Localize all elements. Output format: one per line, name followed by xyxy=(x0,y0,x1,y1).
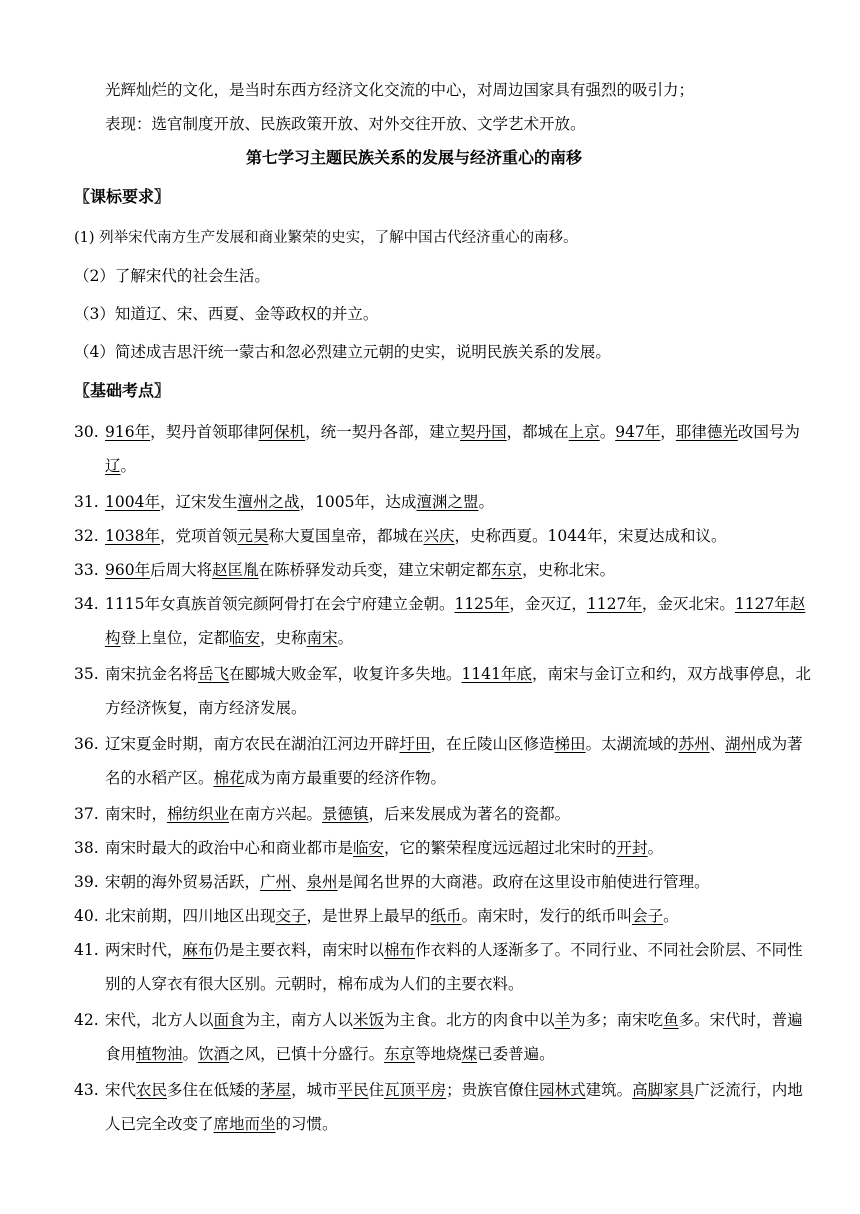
key-term: 梯田 xyxy=(554,735,586,753)
text-run: 1115年女真族首领完颜阿骨打在会宁府建立金朝。 xyxy=(105,595,455,613)
key-term: 饮酒 xyxy=(198,1045,230,1063)
key-term: 1038年 xyxy=(105,527,160,545)
text-run: 南宋抗金名将 xyxy=(105,665,199,683)
text-run: 、 xyxy=(291,873,307,891)
text-run: 。 xyxy=(647,839,664,857)
key-term: 农民 xyxy=(136,1081,168,1099)
text-run: 建筑。 xyxy=(585,1081,633,1099)
page-title: 第七学习主题民族关系的发展与经济重心的南移 xyxy=(246,148,583,167)
key-term: 景德镇 xyxy=(322,805,369,823)
text-run: ，金灭北宋。 xyxy=(641,595,735,613)
text-run: 成为南方最重要的经济作物。 xyxy=(244,769,447,787)
item-text xyxy=(105,485,815,519)
text-run: 。太湖流域的 xyxy=(585,735,679,753)
key-term: 960年 xyxy=(105,561,151,579)
key-term: 1004年 xyxy=(105,493,160,511)
key-term: 南宋 xyxy=(306,629,338,647)
key-term: 上京 xyxy=(568,423,600,441)
text-run: 在陈桥驿发动兵变，建立宋朝定都 xyxy=(258,561,492,579)
key-term: 茅屋 xyxy=(260,1081,292,1099)
item-text xyxy=(105,553,815,587)
key-term: 圩田 xyxy=(399,735,431,753)
item-number: 35. xyxy=(74,665,99,683)
key-term: 平民 xyxy=(337,1081,369,1099)
item-number: 31. xyxy=(74,493,99,511)
text-run: 称大夏国皇帝，都城在 xyxy=(268,527,424,545)
key-term: 棉纺织业 xyxy=(167,805,230,823)
item-number: 38. xyxy=(74,839,99,857)
key-term: 1127年 xyxy=(586,595,642,613)
key-term: 澶渊之盟 xyxy=(416,493,479,511)
key-term: 兴庆 xyxy=(423,527,455,545)
text-run: ，金灭辽， xyxy=(509,595,587,613)
item-text xyxy=(105,657,815,725)
text-run: 仍是主要衣料，南宋时以 xyxy=(213,941,385,959)
text-run: ，党项首领 xyxy=(159,527,238,545)
key-term: 会子 xyxy=(632,907,664,925)
text-run: 是闻名世界的大商港。政府在这里设市舶使进行管理。 xyxy=(337,873,710,891)
text-run: 之风，已慎十分盛行。 xyxy=(229,1045,385,1063)
text-run: 。 xyxy=(182,1045,199,1063)
intro-line-2: 表现：选官制度开放、民族政策开放、对外交往开放、文学艺术开放。 xyxy=(105,115,586,133)
intro-line-1: 光辉灿烂的文化，是当时东西方经济文化交流的中心，对周边国家具有强烈的吸引力； xyxy=(105,81,695,99)
item-text xyxy=(105,727,815,795)
text-run: 成为著名的水稻产区。 xyxy=(105,735,803,787)
text-run: 改国号为 xyxy=(737,423,800,441)
key-term: 泉州 xyxy=(306,873,338,891)
text-run: 。 xyxy=(337,629,354,647)
key-term: 广州 xyxy=(260,873,292,891)
text-run: 住 xyxy=(368,1081,385,1099)
item-text xyxy=(105,587,815,655)
key-term: 阿保机 xyxy=(258,423,306,441)
text-run: 为主食。北方的肉食中以 xyxy=(384,1011,555,1029)
key-term: 植物油 xyxy=(136,1045,183,1063)
item-text xyxy=(105,899,815,933)
curriculum-item: (1) 列举宋代南方生产发展和商业繁荣的史实，了解中国古代经济重心的南移。 xyxy=(74,230,578,246)
text-run: 为多；南宋吃 xyxy=(570,1011,664,1029)
text-run: ，辽宋发生 xyxy=(159,493,238,511)
text-run: ，史称 xyxy=(260,629,307,647)
text-run: ，史称西夏。1044年，宋夏达成和议。 xyxy=(454,527,727,545)
key-term: 瓦顶平房 xyxy=(384,1081,447,1099)
item-text xyxy=(105,519,815,553)
text-run: 广泛流行，内地人已完全改变了 xyxy=(105,1081,803,1133)
key-term: 澶州之战 xyxy=(237,493,300,511)
item-number: 33. xyxy=(74,561,99,579)
item-number: 40. xyxy=(74,907,99,925)
text-run: 多住在低矮的 xyxy=(167,1081,261,1099)
text-run: 已委普遍。 xyxy=(477,1045,555,1063)
text-run: 在南方兴起。 xyxy=(229,805,323,823)
key-term: 席地而坐 xyxy=(213,1115,276,1133)
item-number: 39. xyxy=(74,873,99,891)
key-term: 苏州 xyxy=(678,735,710,753)
item-text xyxy=(105,1073,815,1141)
text-run: 后周大将 xyxy=(150,561,213,579)
item-text xyxy=(105,831,815,865)
key-term: 东京 xyxy=(491,561,523,579)
text-run: 。 xyxy=(120,457,137,475)
key-term: 947年 xyxy=(615,423,661,441)
text-run: 等地烧 xyxy=(415,1045,462,1063)
text-run: ，都城在 xyxy=(506,423,569,441)
key-term: 面食 xyxy=(213,1011,245,1029)
text-run: 。 xyxy=(478,493,494,511)
text-run: 。 xyxy=(663,907,679,925)
key-term: 临安 xyxy=(353,839,385,857)
text-run: 作衣料的人逐渐多了。不同行业、不同社会阶层、不同性别的人穿衣有很大区别。元朝时，棉布成为人们的主要衣料。 xyxy=(105,941,803,993)
text-run: 宋代 xyxy=(105,1081,137,1099)
item-number: 37. xyxy=(74,805,99,823)
key-term: 元昊 xyxy=(237,527,269,545)
item-text xyxy=(105,933,815,1001)
key-term: 园林式 xyxy=(539,1081,586,1099)
key-term: 契丹国 xyxy=(460,423,507,441)
curriculum-item: （3）知道辽、宋、西夏、金等政权的并立。 xyxy=(74,305,379,323)
item-text xyxy=(105,1003,815,1071)
item-number: 43. xyxy=(74,1081,99,1099)
key-term: 米饭 xyxy=(353,1011,385,1029)
key-term: 开封 xyxy=(616,839,648,857)
text-run: 登上皇位，定都 xyxy=(120,629,230,647)
key-term: 1141年底 xyxy=(461,665,532,683)
text-run: 北宋前期，四川地区出现 xyxy=(105,907,276,925)
item-number: 36. xyxy=(74,735,99,753)
item-number: 30. xyxy=(74,423,99,441)
text-run: ，是世界上最早的 xyxy=(306,907,431,925)
key-term: 临安 xyxy=(229,629,261,647)
text-run: ，南宋与金订立和约，双方战事停息，北方经济恢复，南方经济发展。 xyxy=(105,665,812,717)
text-run: 南宋时， xyxy=(105,805,168,823)
key-term: 赵匡胤 xyxy=(212,561,259,579)
text-run: ，史称北宋。 xyxy=(522,561,616,579)
curriculum-item: （4）简述成吉思汗统一蒙古和忽必烈建立元朝的史实，说明民族关系的发展。 xyxy=(74,343,611,361)
text-run: ，统一契丹各部，建立 xyxy=(305,423,461,441)
key-term: 鱼 xyxy=(663,1011,679,1029)
text-run: 南宋时最大的政治中心和商业都市是 xyxy=(105,839,354,857)
key-term: 916年 xyxy=(105,423,151,441)
key-term: 辽 xyxy=(105,457,121,475)
text-run: ， xyxy=(660,423,676,441)
basics-heading: 〖基础考点〗 xyxy=(74,381,171,400)
key-term: 高脚家具 xyxy=(632,1081,695,1099)
key-term: 棉布 xyxy=(384,941,416,959)
key-term: 岳飞 xyxy=(198,665,230,683)
key-term: 羊 xyxy=(554,1011,571,1029)
text-run: 宋朝的海外贸易活跃， xyxy=(105,873,261,891)
item-text xyxy=(105,865,815,899)
text-run: ，它的繁荣程度远远超过北宋时的 xyxy=(384,839,617,857)
text-run: 多。宋代时，普遍食用 xyxy=(105,1011,803,1063)
key-term: 1127年 xyxy=(734,595,790,613)
key-term: 东京 xyxy=(384,1045,416,1063)
key-term: 交子 xyxy=(275,907,307,925)
text-run: 、 xyxy=(709,735,726,753)
item-number: 42. xyxy=(74,1011,99,1029)
text-run: 的习惯。 xyxy=(275,1115,338,1133)
key-term: 1125年 xyxy=(454,595,510,613)
key-term: 煤 xyxy=(461,1045,478,1063)
text-run: ，在丘陵山区修造 xyxy=(430,735,555,753)
text-run: 。 xyxy=(599,423,616,441)
item-text xyxy=(105,797,815,831)
text-run: ，城市 xyxy=(291,1081,338,1099)
key-term: 耶律德光 xyxy=(675,423,738,441)
text-run: 为主，南方人以 xyxy=(244,1011,354,1029)
text-run: ，1005年，达成 xyxy=(299,493,417,511)
key-term: 赵构 xyxy=(105,595,806,647)
key-term: 纸币 xyxy=(430,907,462,925)
text-run: ，契丹首领耶律 xyxy=(150,423,259,441)
text-run: 宋代，北方人以 xyxy=(105,1011,214,1029)
text-run: ，后来发展成为著名的瓷都。 xyxy=(368,805,571,823)
item-text xyxy=(105,415,815,483)
text-run: 在郾城大败金军，收复许多失地。 xyxy=(229,665,462,683)
curriculum-heading: 〖课标要求〗 xyxy=(74,187,171,206)
text-run: 两宋时代， xyxy=(105,941,183,959)
item-number: 41. xyxy=(74,941,99,959)
item-number: 32. xyxy=(74,527,99,545)
key-term: 棉花 xyxy=(213,769,245,787)
item-number: 34. xyxy=(74,595,99,613)
key-term: 湖州 xyxy=(725,735,757,753)
text-run: ；贵族官僚住 xyxy=(446,1081,540,1099)
text-run: 。南宋时，发行的纸币叫 xyxy=(461,907,633,925)
curriculum-item: （2）了解宋代的社会生活。 xyxy=(74,267,270,285)
key-term: 麻布 xyxy=(182,941,214,959)
text-run: 辽宋夏金时期，南方农民在湖泊江河边开辟 xyxy=(105,735,400,753)
